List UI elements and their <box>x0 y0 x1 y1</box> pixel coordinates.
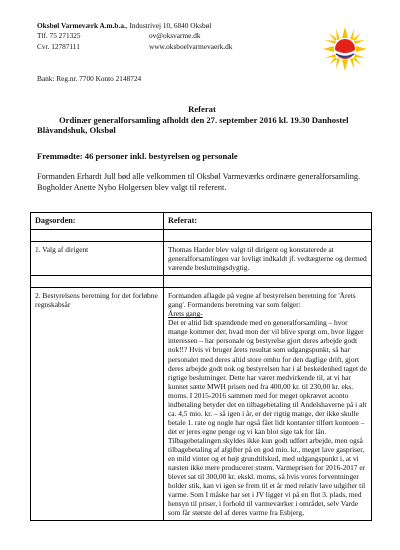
company-phone: Tlf. 75 271325 <box>37 31 81 41</box>
attendees-line: Fremmødte: 46 personer inkl. bestyrelsen og personale <box>37 151 238 161</box>
table-row <box>31 288 372 521</box>
intro-referent: Bogholder Anette Nybo Holgersen blev valgt til referent. <box>37 182 227 192</box>
company-name: Oksbøl Varmeværk A.m.b.a. <box>37 21 126 30</box>
company-website: www.oksboelvarmevaerk.dk <box>149 41 233 51</box>
document-title: Referat <box>188 104 216 114</box>
intro-paragraph <box>37 172 367 193</box>
minutes-body: Det er altid lidt spændende med en generalforsamling – hvor mange kommer der, hvad mon der vil blive spurgt om, hvor ligger interessen – har personale og bestyrelse gjort deres arbejde godt nok!!? Hvis vi bruger årets resultat som udgangspunkt, så har personalet med deres altid store omhu for den daglige drift, gjort deres arbejde godt nok og bestyrelsen har i al beskedenhed taget de rigtige beslutninger. Dette har været medvirkende til, at vi har kunnet sætte MWH prisen ned fra 400,00 kr. til 230,00 kr. eks. moms. I 2015-2016 sammen med for meget opkrævet aconto indbetaling betyder det en tilbagebetaling til Andelshaverne på i alt ca. 4,5 mio. kr. – så igen i år, er der rigtig mange, der ikke skulle betale 1. rate og nogle har også fået lidt kontanter tilført kontoen – det er jeres egne penge og vi kan blot sige tak for lån. Tilbagebetalingen skyldes ikke kun godt udført arbejde, men også tilbagebetaling af afgifter på en god mio. kr., meget lave gaspriser, en mild vinter og et højt grundtilskud, med udgangspunkt i, at vi næsten ikke mere producerer strøm. Varmeprisen for 2016-2017 er blevet sat til 300,00 kr. ekskl. moms, så hvis vores forventninger holder stik, kan vi igen se frem til et år med relativ lave udgifter til varme. Som I måske har set i JV ligger vi på en flot 3. plads, med hensyn til priser, i forhold til varmeværker i området, selv Varde som får største del af deres varme fra Esbjerg, <box>168 318 367 518</box>
agenda-item: 1. Valg af dirigent <box>31 242 164 276</box>
table-row <box>31 242 372 276</box>
company-email: ov@oksvarme.dk <box>149 31 201 41</box>
column-header-minutes: Referat: <box>164 213 372 230</box>
document-subtitle-line2: Blåvandshuk, Oksbøl <box>37 125 116 135</box>
letterhead-company-line <box>37 21 211 31</box>
minutes-intro: Formanden aflagde på vegne af bestyrelsen beretning for 'Årets gang'. Formandens beretning var som følger: <box>168 291 356 310</box>
minutes-text: Thomas Harder blev valgt til dirigent og konstaterede at generalforsamlingen var lovligt indkaldt jf. vedtægterne og dermed værende beslutningsdygtig. <box>164 242 372 276</box>
agenda-table <box>30 212 372 521</box>
document-subtitle-line1: Ordinær generalforsamling afholdt den 27. september 2016 kl. 19.30 Danhostel <box>59 115 349 125</box>
company-address: , Industrivej 10, 6840 Oksbøl <box>125 21 212 30</box>
table-spacer-row <box>31 230 372 242</box>
intro-welcome: Formanden Erhardt Jull bød alle velkommen til Oksbøl Varmeværks ordinære generalforsamling. <box>37 172 361 181</box>
minutes-heading: Årets gang- <box>168 309 203 319</box>
agenda-item: 2. Bestyrelsens beretning for det forløbne regnskabsår <box>31 288 164 521</box>
minutes-cell <box>164 288 372 521</box>
letterhead-right <box>149 31 232 52</box>
column-header-agenda: Dagsorden: <box>31 213 164 230</box>
sun-logo-icon <box>322 26 368 72</box>
company-cvr: Cvr. 12787111 <box>37 41 80 51</box>
table-spacer-row <box>31 276 372 288</box>
bank-details: Bank: Reg.nr. 7700 Konto 2148724 <box>37 74 142 83</box>
table-header-row <box>31 213 372 230</box>
